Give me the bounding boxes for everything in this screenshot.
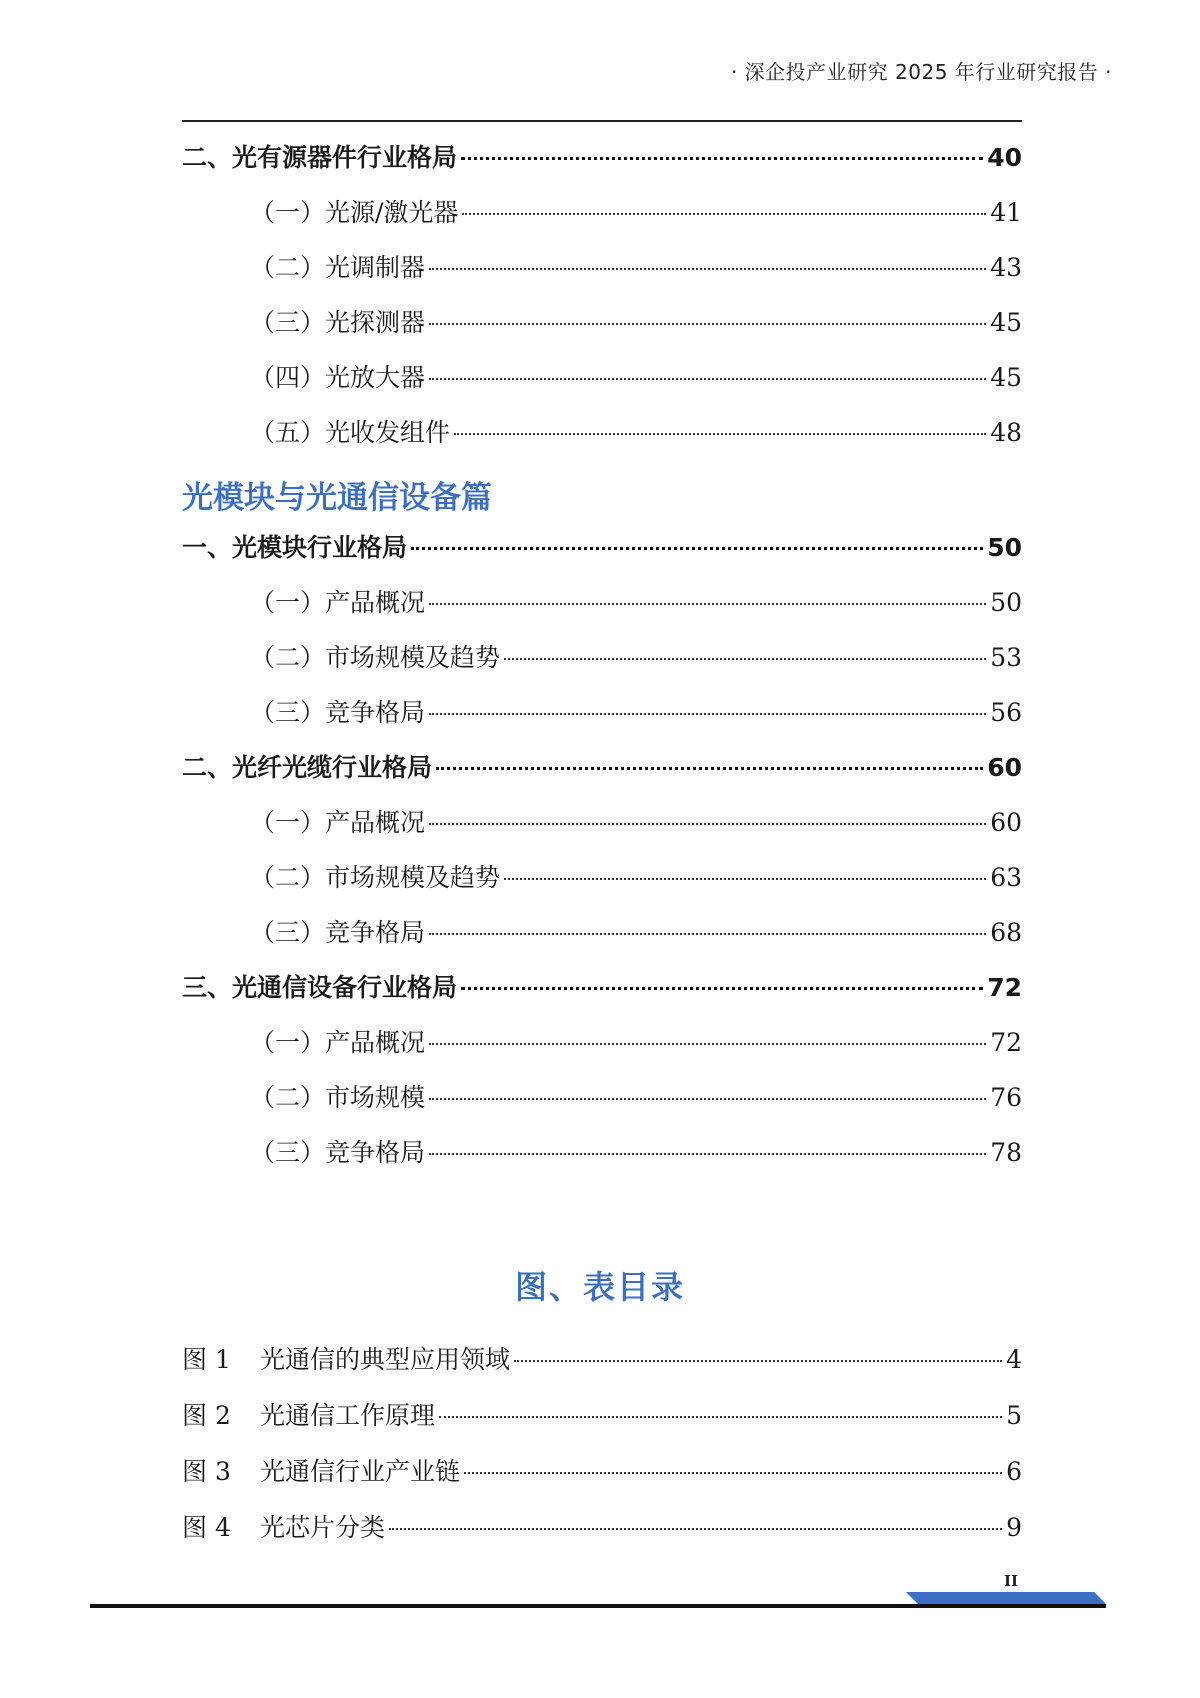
- toc-entry-page: 72: [990, 1028, 1022, 1057]
- toc-entry-label: （一）产品概况: [250, 1028, 426, 1057]
- toc-entry-page: 68: [990, 918, 1022, 947]
- figure-title: 光通信的典型应用领域: [260, 1345, 511, 1374]
- toc-entry-subsection[interactable]: [182, 858, 1022, 913]
- toc-entry-label: （一）产品概况: [250, 808, 426, 837]
- dot-leader: [429, 933, 986, 935]
- toc-entry-subsection[interactable]: [182, 1133, 1022, 1188]
- toc-entry-subsection[interactable]: [182, 1023, 1022, 1078]
- dot-leader: [436, 767, 983, 770]
- dot-leader: [429, 823, 986, 825]
- toc-entry-subsection[interactable]: [182, 248, 1022, 303]
- toc-entry-page: 72: [987, 973, 1022, 1002]
- toc-entry-label: （二）光调制器: [250, 253, 426, 282]
- dot-leader: [429, 378, 986, 380]
- dot-leader: [411, 547, 983, 550]
- toc-entry-subsection[interactable]: [182, 358, 1022, 413]
- dot-leader: [429, 603, 986, 605]
- toc-entry-subsection[interactable]: [182, 638, 1022, 693]
- dot-leader: [461, 987, 983, 990]
- figure-number: 图 3: [182, 1457, 231, 1486]
- figure-number: 图 4: [182, 1513, 231, 1542]
- figure-number: 图 2: [182, 1401, 231, 1430]
- figure-entry[interactable]: [182, 1508, 1022, 1564]
- toc-entry-subsection[interactable]: [182, 303, 1022, 358]
- dot-leader: [454, 433, 986, 435]
- toc-entry-page: 41: [990, 198, 1022, 227]
- dot-leader: [429, 1043, 986, 1045]
- dot-leader: [504, 878, 986, 880]
- toc-entry-page: 78: [990, 1138, 1022, 1167]
- report-header-title: · 深企投产业研究 2025 年行业研究报告 ·: [730, 60, 1112, 84]
- toc-entry-page: 48: [990, 418, 1022, 447]
- toc-entry-section[interactable]: [182, 748, 1022, 803]
- toc-entry-page: 45: [990, 308, 1022, 337]
- toc-entry-page: 60: [990, 808, 1022, 837]
- toc-entry-page: 63: [990, 863, 1022, 892]
- toc-entry-page: 50: [987, 533, 1022, 562]
- figure-page: 6: [1006, 1457, 1022, 1486]
- toc-entry-label: （二）市场规模: [250, 1083, 426, 1112]
- toc-entry-label: （一）光源/激光器: [250, 198, 459, 227]
- dot-leader: [429, 1153, 986, 1155]
- dot-leader: [429, 268, 986, 270]
- figure-entry[interactable]: [182, 1452, 1022, 1508]
- toc-entry-subsection[interactable]: [182, 413, 1022, 468]
- toc-entry-page: 50: [990, 588, 1022, 617]
- header-divider: [182, 120, 1022, 122]
- footer-accent-bar: [906, 1592, 1106, 1604]
- dot-leader: [389, 1528, 1002, 1530]
- toc-entry-label: （三）竞争格局: [250, 698, 426, 727]
- toc-entry-page: 60: [987, 753, 1022, 782]
- dot-leader: [464, 1472, 1002, 1474]
- toc-entry-label: （三）光探测器: [250, 308, 426, 337]
- toc-entry-page: 56: [990, 698, 1022, 727]
- figures-list-title: 图、表目录: [514, 1268, 685, 1306]
- toc-entry-section[interactable]: [182, 528, 1022, 583]
- dot-leader: [461, 157, 983, 160]
- toc-entry-label: （一）产品概况: [250, 588, 426, 617]
- dot-leader: [429, 323, 986, 325]
- toc-entry-subsection[interactable]: [182, 193, 1022, 248]
- figure-title: 光芯片分类: [260, 1513, 386, 1542]
- dot-leader: [504, 658, 986, 660]
- figure-entry[interactable]: [182, 1340, 1022, 1396]
- dot-leader: [439, 1416, 1002, 1418]
- toc-entry-label: （二）市场规模及趋势: [250, 643, 501, 672]
- toc-entry-subsection[interactable]: [182, 693, 1022, 748]
- toc-entry-label: 三、光通信设备行业格局: [182, 973, 458, 1002]
- toc-entry-page: 53: [990, 643, 1022, 672]
- toc-entry-label: （二）市场规模及趋势: [250, 863, 501, 892]
- toc-entry-page: 76: [990, 1083, 1022, 1112]
- dot-leader: [429, 713, 986, 715]
- page-number: II: [1004, 1572, 1019, 1590]
- toc-entry-page: 45: [990, 363, 1022, 392]
- figures-list: [182, 1340, 1022, 1564]
- table-of-contents: [182, 138, 1022, 1188]
- toc-entry-subsection[interactable]: [182, 913, 1022, 968]
- figure-number: 图 1: [182, 1345, 231, 1374]
- dot-leader: [514, 1360, 1002, 1362]
- toc-entry-section[interactable]: [182, 968, 1022, 1023]
- toc-entry-subsection[interactable]: [182, 1078, 1022, 1133]
- toc-entry-subsection[interactable]: [182, 583, 1022, 638]
- toc-entry-section[interactable]: [182, 138, 1022, 193]
- figure-title: 光通信工作原理: [260, 1401, 436, 1430]
- toc-entry-label: 二、光有源器件行业格局: [182, 143, 458, 172]
- part-heading: 光模块与光通信设备篇: [182, 480, 492, 516]
- footer-rule: [90, 1604, 1106, 1608]
- toc-entry-label: （三）竞争格局: [250, 918, 426, 947]
- figure-page: 9: [1006, 1513, 1022, 1542]
- toc-entry-label: （五）光收发组件: [250, 418, 451, 447]
- figure-page: 5: [1006, 1401, 1022, 1430]
- toc-entry-page: 43: [990, 253, 1022, 282]
- toc-entry-label: （三）竞争格局: [250, 1138, 426, 1167]
- toc-entry-label: （四）光放大器: [250, 363, 426, 392]
- figure-entry[interactable]: [182, 1396, 1022, 1452]
- dot-leader: [462, 213, 986, 215]
- toc-entry-page: 40: [987, 143, 1022, 172]
- toc-entry-label: 一、光模块行业格局: [182, 533, 408, 562]
- toc-entry-label: 二、光纤光缆行业格局: [182, 753, 433, 782]
- figure-page: 4: [1006, 1345, 1022, 1374]
- dot-leader: [429, 1098, 986, 1100]
- toc-entry-subsection[interactable]: [182, 803, 1022, 858]
- figure-title: 光通信行业产业链: [260, 1457, 461, 1486]
